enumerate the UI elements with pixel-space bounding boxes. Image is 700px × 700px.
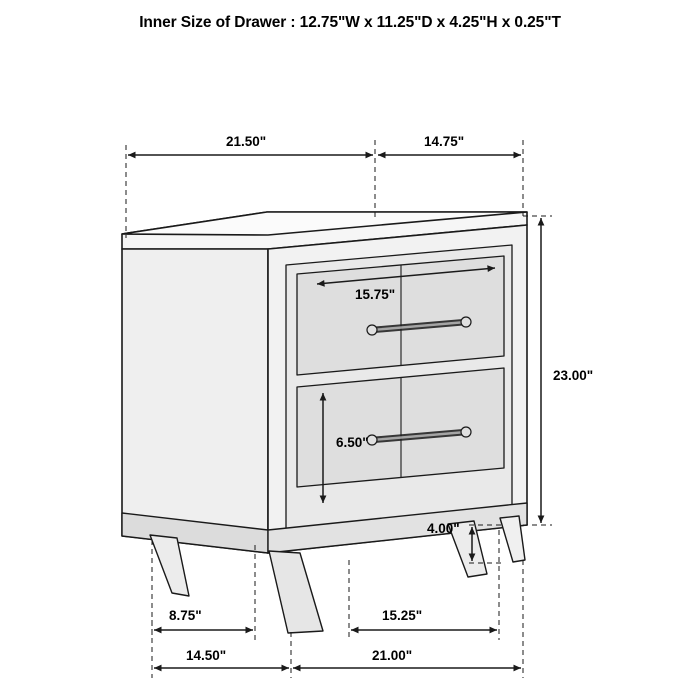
dim-label-drawer-lower-height: 6.50": [336, 435, 369, 450]
dim-label-leg-span-front: 15.25": [382, 608, 423, 623]
dim-label-overall-height: 23.00": [553, 368, 594, 383]
page-title: Inner Size of Drawer : 12.75"W x 11.25"D x 4.25"H x 0.25"T: [139, 14, 561, 31]
dim-label-top-width-side: 14.75": [424, 134, 465, 149]
dim-label-top-width-front: 21.50": [226, 134, 267, 149]
dim-label-base-width: 21.00": [372, 648, 413, 663]
dim-label-drawer-upper-width: 15.75": [355, 287, 396, 302]
nightstand-body: [122, 212, 527, 633]
dim-label-leg-height: 4.00": [427, 521, 460, 536]
dim-label-leg-span-left: 8.75": [169, 608, 202, 623]
dim-label-base-depth: 14.50": [186, 648, 227, 663]
